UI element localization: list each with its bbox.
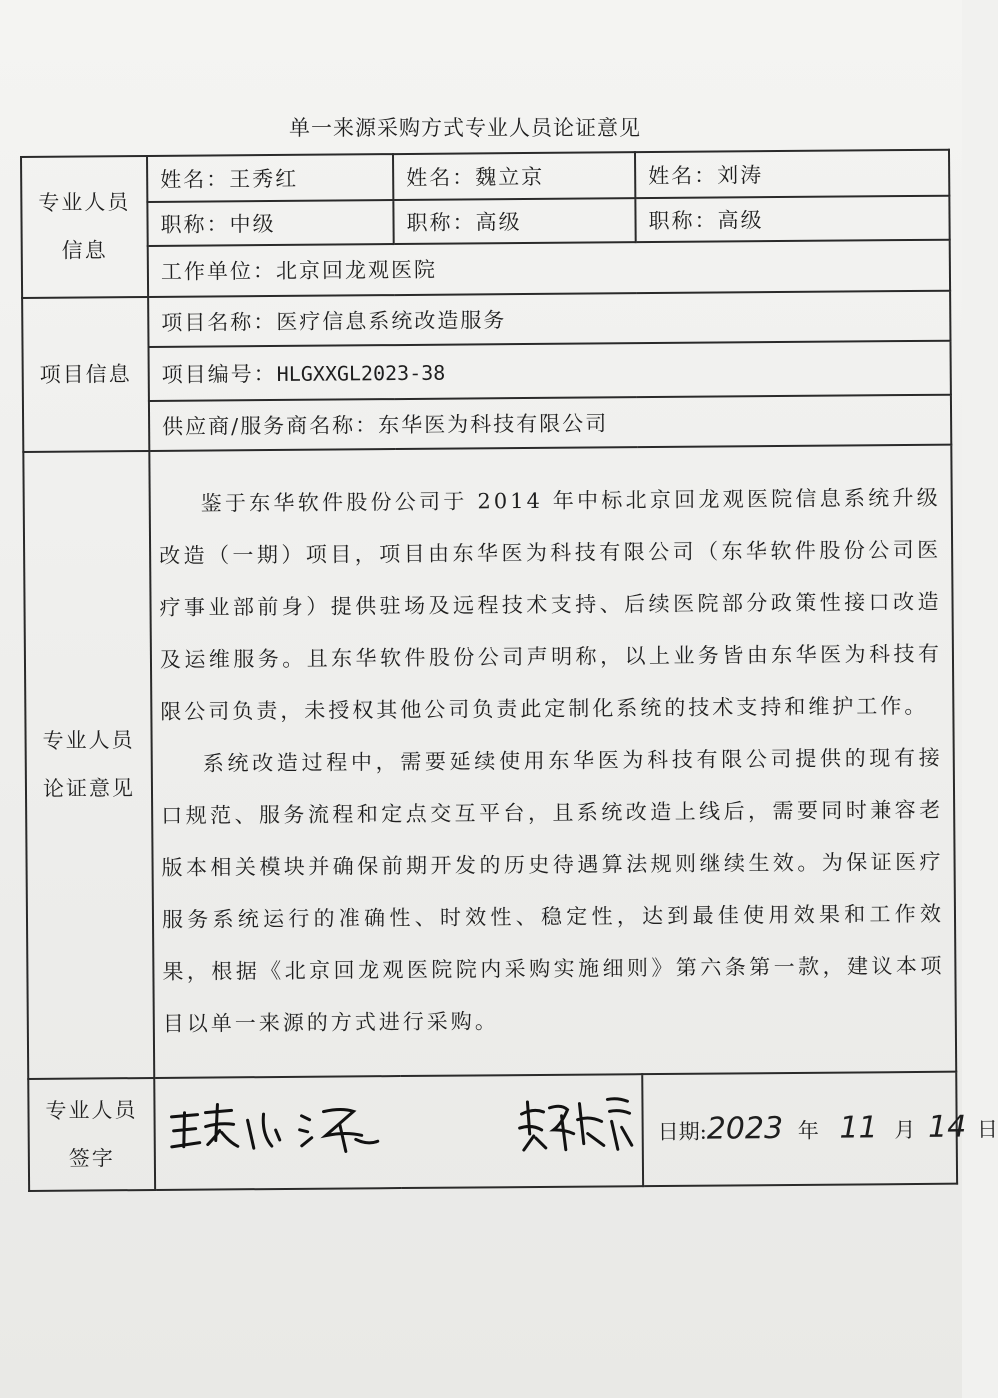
expert-1-rank-cell bbox=[147, 200, 393, 246]
handwritten-signature-2 bbox=[295, 1101, 385, 1158]
supplier-label: 供应商/服务商名称： bbox=[162, 413, 379, 439]
opinion-label-line2: 论证意见 bbox=[42, 776, 136, 802]
opinion-text-cell bbox=[149, 445, 956, 1078]
experts-label-line2: 信息 bbox=[61, 238, 108, 263]
signature-label-line2: 签字 bbox=[68, 1146, 115, 1171]
project-code-cell bbox=[149, 340, 951, 401]
expert-3-rank-cell bbox=[635, 196, 949, 243]
project-code-label: 项目编号： bbox=[161, 361, 277, 387]
expert-1-name: 王秀红 bbox=[229, 166, 299, 192]
project-name: 医疗信息系统改造服务 bbox=[276, 307, 507, 334]
signature-date-cell bbox=[642, 1071, 998, 1186]
expert-3-rank: 高级 bbox=[717, 208, 764, 233]
expert-3-name-cell bbox=[635, 150, 949, 199]
signature-label-line1: 专业人员 bbox=[45, 1097, 138, 1123]
expert-3-name-label: 姓名： bbox=[648, 163, 718, 189]
expert-1-rank-label: 职称： bbox=[160, 212, 230, 238]
day-unit: 日 bbox=[976, 1117, 998, 1142]
supplier-cell bbox=[149, 395, 951, 451]
argument-form bbox=[20, 149, 998, 1192]
project-section-label: 项目信息 bbox=[22, 297, 149, 453]
expert-3-name: 刘涛 bbox=[717, 163, 764, 188]
expert-2-rank-cell bbox=[393, 198, 635, 244]
expert-2-name-label: 姓名： bbox=[406, 165, 476, 191]
supplier-name: 东华医为科技有限公司 bbox=[378, 411, 609, 438]
opinion-section-label bbox=[23, 451, 154, 1078]
project-name-label: 项目名称： bbox=[161, 309, 277, 335]
experts-label-line1: 专业人员 bbox=[38, 190, 131, 216]
date-year: 2023 bbox=[706, 1111, 784, 1147]
month-unit: 月 bbox=[894, 1118, 916, 1143]
project-name-cell bbox=[148, 290, 950, 346]
expert-2-name-cell bbox=[393, 152, 635, 200]
experts-section-label bbox=[21, 156, 148, 298]
opinion-paragraph-2: 系统改造过程中，需要延续使用东华医为科技有限公司提供的现有接口规范、服务流程和定点交互平台，且系统改造上线后，需要同时兼容老版本相关模块并确保前期开发的历史待遇算法规则继续生效。为保证医疗服务系统运行的准确性、时效性、稳定性，达到最佳使用效果和工作效果，根据《北京回龙观医院院内采购实施细则》第六条第一款，建议本项目以单一来源的方式进行采购。 bbox=[161, 746, 945, 1037]
date-month: 11 bbox=[839, 1110, 878, 1146]
handwritten-signature-3 bbox=[517, 1093, 635, 1158]
expert-2-rank-label: 职称： bbox=[406, 210, 476, 236]
form-table bbox=[20, 149, 998, 1192]
date-day: 14 bbox=[927, 1109, 967, 1146]
date-label: 日期: bbox=[657, 1119, 707, 1145]
project-code: HLGXXGL2023-38 bbox=[276, 360, 446, 386]
employer-label: 工作单位： bbox=[160, 259, 277, 285]
signature-area bbox=[154, 1074, 643, 1190]
opinion-label-line1: 专业人员 bbox=[42, 728, 135, 754]
year-unit: 年 bbox=[797, 1119, 819, 1144]
expert-1-name-cell bbox=[147, 154, 393, 202]
expert-3-rank-label: 职称： bbox=[648, 208, 718, 234]
expert-1-name-label: 姓名： bbox=[160, 167, 230, 192]
expert-2-rank: 高级 bbox=[475, 210, 522, 235]
opinion-paragraph-1: 鉴于东华软件股份公司于 2014 年中标北京回龙观医院信息系统升级改造（一期）项目，项目由东华医为科技有限公司（东华软件股份公司医疗事业部前身）提供驻场及远程技术支持、后续医院部分政策性接口改造及运维服务。且东华软件股份公司声明称，以上业务皆由东华医为科技有限公司负责，未授权其他公司负责此定制化系统的技术支持和维护工作。 bbox=[159, 486, 943, 725]
expert-1-rank: 中级 bbox=[229, 212, 276, 237]
employer-value: 北京回龙观医院 bbox=[275, 258, 438, 284]
handwritten-signature-1 bbox=[167, 1099, 287, 1160]
signature-section-label bbox=[28, 1077, 155, 1190]
document-title: 单一来源采购方式专业人员论证意见 bbox=[289, 116, 641, 140]
employer-cell bbox=[148, 240, 950, 296]
expert-2-name: 魏立京 bbox=[475, 164, 545, 190]
